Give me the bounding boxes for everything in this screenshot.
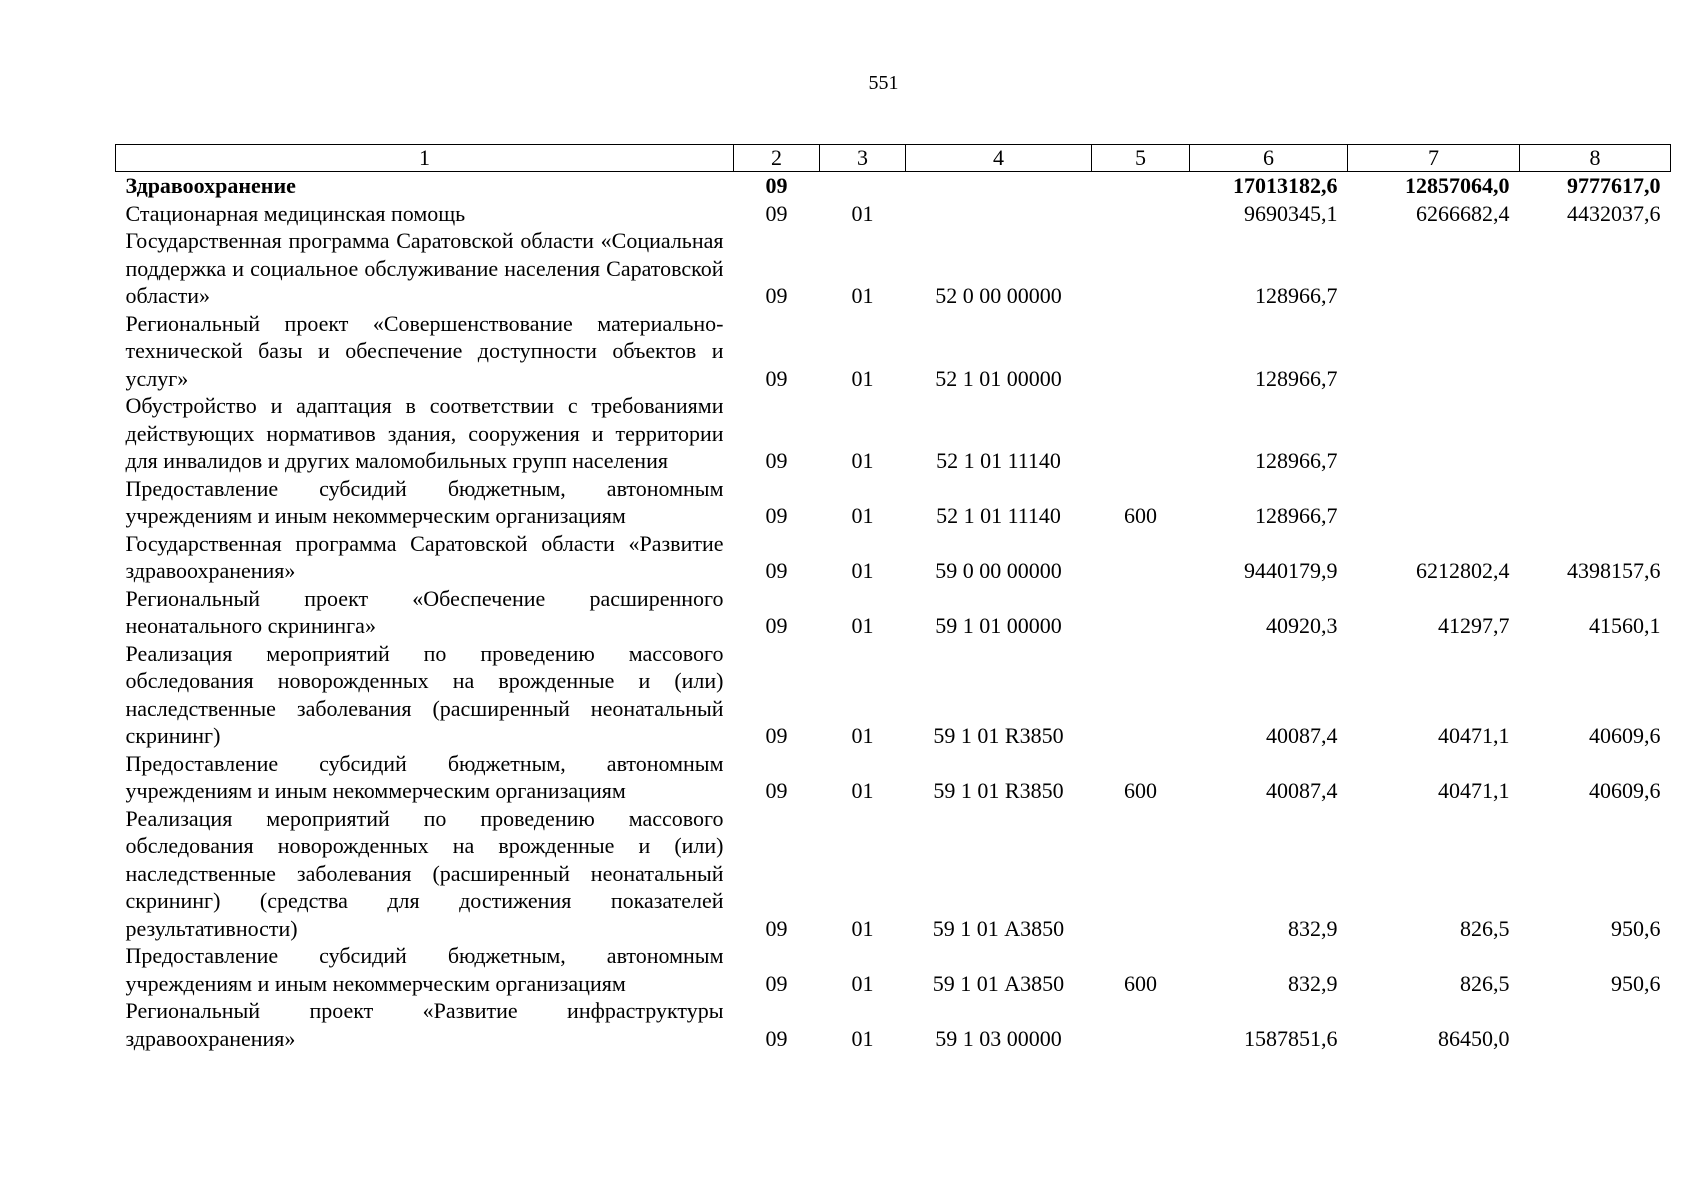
table-row [116, 227, 1671, 310]
amount-year1-cell: 1587851,6 [1244, 1025, 1338, 1051]
amount-year2-cell: 40471,1 [1438, 778, 1510, 803]
row-name-cell: Предоставление субсидий бюджетным, автономным учреждениям и иным некоммерческим организациям [125, 750, 724, 803]
amount-year3-cell [1520, 997, 1671, 1052]
expense-type-cell: 600 [1124, 778, 1157, 803]
amount-year2-cell: 826,5 [1460, 915, 1510, 941]
table-row [116, 997, 1671, 1052]
column-header: 4 [906, 145, 1092, 172]
amount-year1-cell: 832,9 [1288, 915, 1338, 941]
target-article-cell: 59 1 03 00000 [935, 1025, 1062, 1051]
expense-type-cell [1092, 172, 1190, 200]
table-row [116, 750, 1671, 805]
amount-year1-cell: 128966,7 [1255, 448, 1338, 473]
section-code-cell: 09 [765, 613, 788, 638]
row-name-cell: Государственная программа Саратовской области «Социальная поддержка и социальное обслуживание населения Саратовской области» [125, 228, 724, 308]
target-article-cell: 59 1 01 А3850 [932, 915, 1065, 941]
expense-type-cell [1092, 530, 1190, 585]
subsection-code-cell [820, 172, 906, 200]
section-code-cell: 09 [765, 365, 788, 391]
amount-year3-cell: 950,6 [1611, 970, 1661, 996]
target-article-cell: 59 1 01 R3850 [933, 723, 1064, 748]
amount-year3-cell [1520, 475, 1671, 530]
target-article-cell: 52 1 01 00000 [935, 365, 1062, 391]
amount-year3-cell [1520, 392, 1671, 475]
subsection-code-cell: 01 [851, 723, 874, 748]
subsection-code-cell: 01 [851, 970, 874, 996]
section-code-cell: 09 [765, 915, 788, 941]
amount-year3-cell: 40609,6 [1589, 723, 1661, 748]
amount-year2-cell: 12857064,0 [1405, 173, 1510, 198]
expense-type-cell [1092, 310, 1190, 393]
amount-year1-cell: 128966,7 [1255, 503, 1338, 528]
target-article-cell: 59 1 01 00000 [935, 613, 1062, 638]
table-row [116, 585, 1671, 640]
target-article-cell: 52 1 01 11140 [936, 503, 1061, 528]
section-code-cell: 09 [765, 970, 788, 996]
amount-year3-cell: 40609,6 [1589, 778, 1661, 803]
amount-year3-cell: 9777617,0 [1567, 173, 1661, 198]
column-header: 7 [1348, 145, 1520, 172]
amount-year1-cell: 40087,4 [1266, 778, 1338, 803]
subsection-code-cell: 01 [851, 558, 874, 583]
amount-year2-cell [1348, 227, 1520, 310]
amount-year1-cell: 40920,3 [1266, 613, 1338, 638]
amount-year3-cell: 41560,1 [1589, 613, 1661, 638]
amount-year1-cell: 128966,7 [1255, 283, 1338, 308]
amount-year1-cell: 17013182,6 [1233, 173, 1338, 198]
section-code-cell: 09 [765, 503, 788, 528]
table-body [116, 172, 1671, 1053]
table-row [116, 805, 1671, 943]
amount-year2-cell [1348, 475, 1520, 530]
amount-year3-cell [1520, 227, 1671, 310]
column-number-row [116, 145, 1671, 172]
section-code-cell: 09 [765, 173, 788, 198]
amount-year3-cell: 950,6 [1611, 915, 1661, 941]
amount-year2-cell: 826,5 [1460, 970, 1510, 996]
subsection-code-cell: 01 [851, 283, 874, 308]
page-number: 551 [868, 72, 899, 94]
row-name-cell: Региональный проект «Совершенствование материально-технической базы и обеспечение доступности объектов и услуг» [125, 310, 724, 391]
amount-year2-cell: 6266682,4 [1416, 200, 1510, 226]
row-name-cell: Реализация мероприятий по проведению массового обследования новорожденных на врожденные и (или) наследственные заболевания (расширенный неонатальный скрининг) [125, 640, 724, 748]
subsection-code-cell: 01 [851, 200, 874, 226]
subsection-code-cell: 01 [851, 915, 874, 941]
expense-type-cell [1092, 200, 1190, 228]
expense-type-cell: 600 [1124, 970, 1157, 996]
column-header: 2 [734, 145, 820, 172]
section-code-cell: 09 [765, 723, 788, 748]
row-name-cell: Обустройство и адаптация в соответствии с требованиями действующих нормативов здания, сооружения и территории для инвалидов и других маломобильных групп населения [125, 393, 724, 473]
target-article-cell: 52 0 00 00000 [935, 283, 1062, 308]
target-article-cell: 59 1 01 А3850 [932, 970, 1065, 996]
row-name-cell: Здравоохранение [125, 173, 296, 198]
expense-type-cell [1092, 392, 1190, 475]
row-name-cell: Реализация мероприятий по проведению массового обследования новорожденных на врожденные и (или) наследственные заболевания (расширенный неонатальный скрининг) (средства для достижения показателей результативности) [125, 805, 724, 941]
amount-year1-cell: 9690345,1 [1244, 200, 1338, 226]
table-row [116, 640, 1671, 750]
table-row [116, 942, 1671, 997]
row-name-cell: Предоставление субсидий бюджетным, автономным учреждениям и иным некоммерческим организациям [125, 475, 724, 528]
column-header: 8 [1520, 145, 1671, 172]
subsection-code-cell: 01 [851, 778, 874, 803]
amount-year1-cell: 9440179,9 [1244, 558, 1338, 583]
table-row [116, 200, 1671, 228]
target-article-cell [906, 200, 1092, 228]
section-code-cell: 09 [765, 283, 788, 308]
amount-year2-cell: 40471,1 [1438, 723, 1510, 748]
target-article-cell: 52 1 01 11140 [936, 448, 1061, 473]
expense-type-cell [1092, 585, 1190, 640]
amount-year2-cell: 86450,0 [1438, 1025, 1510, 1051]
row-name-cell: Государственная программа Саратовской области «Развитие здравоохранения» [125, 530, 724, 583]
row-name-cell: Стационарная медицинская помощь [125, 200, 466, 226]
target-article-cell: 59 0 00 00000 [935, 558, 1062, 583]
subsection-code-cell: 01 [851, 1025, 874, 1051]
expense-type-cell [1092, 227, 1190, 310]
amount-year3-cell [1520, 310, 1671, 393]
expense-type-cell [1092, 997, 1190, 1052]
target-article-cell [906, 172, 1092, 200]
amount-year2-cell: 41297,7 [1438, 613, 1510, 638]
amount-year1-cell: 832,9 [1288, 970, 1338, 996]
amount-year1-cell: 128966,7 [1255, 365, 1338, 391]
amount-year3-cell: 4398157,6 [1567, 558, 1661, 583]
section-code-cell: 09 [765, 448, 788, 473]
row-name-cell: Предоставление субсидий бюджетным, автономным учреждениям и иным некоммерческим организациям [125, 943, 724, 996]
expense-type-cell: 600 [1124, 503, 1157, 528]
amount-year2-cell [1348, 392, 1520, 475]
subsection-code-cell: 01 [851, 613, 874, 638]
expense-type-cell [1092, 805, 1190, 943]
amount-year3-cell: 4432037,6 [1567, 200, 1661, 226]
section-code-cell: 09 [765, 778, 788, 803]
section-code-cell: 09 [765, 558, 788, 583]
column-header: 6 [1190, 145, 1348, 172]
column-header: 5 [1092, 145, 1190, 172]
row-name-cell: Региональный проект «Обеспечение расширенного неонатального скрининга» [125, 585, 724, 638]
table-row [116, 392, 1671, 475]
table-row [116, 475, 1671, 530]
section-code-cell: 09 [765, 200, 788, 226]
amount-year1-cell: 40087,4 [1266, 723, 1338, 748]
column-header: 1 [116, 145, 734, 172]
target-article-cell: 59 1 01 R3850 [933, 778, 1064, 803]
column-header: 3 [820, 145, 906, 172]
table-row [116, 310, 1671, 393]
amount-year2-cell [1348, 310, 1520, 393]
expense-type-cell [1092, 640, 1190, 750]
subsection-code-cell: 01 [851, 503, 874, 528]
subsection-code-cell: 01 [851, 365, 874, 391]
budget-table [115, 144, 1671, 1052]
subsection-code-cell: 01 [851, 448, 874, 473]
row-name-cell: Региональный проект «Развитие инфраструктуры здравоохранения» [125, 998, 724, 1051]
table-row [116, 172, 1671, 200]
amount-year2-cell: 6212802,4 [1416, 558, 1510, 583]
section-code-cell: 09 [765, 1025, 788, 1051]
table-row [116, 530, 1671, 585]
